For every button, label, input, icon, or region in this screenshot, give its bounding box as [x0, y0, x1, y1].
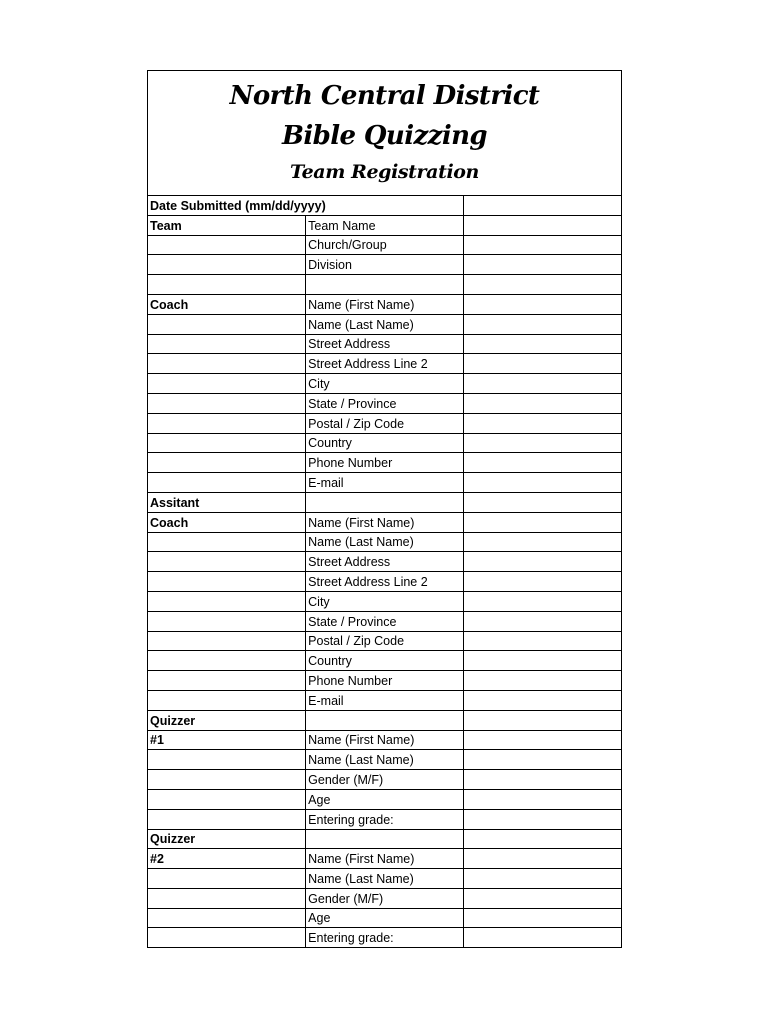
- field-label: Phone Number: [306, 671, 464, 691]
- field-value-cell[interactable]: [463, 730, 621, 750]
- form-row: [148, 354, 621, 374]
- spacer-cell: [463, 829, 621, 849]
- field-value-cell[interactable]: [463, 928, 621, 947]
- field-value-cell[interactable]: [463, 235, 621, 255]
- field-label: State / Province: [306, 393, 464, 413]
- field-label: Postal / Zip Code: [306, 631, 464, 651]
- field-value-cell[interactable]: [463, 215, 621, 235]
- section-label-empty: [148, 453, 306, 473]
- field-value-cell[interactable]: [463, 690, 621, 710]
- section-label-empty: [148, 393, 306, 413]
- field-label: Name (Last Name): [306, 869, 464, 889]
- field-value-cell[interactable]: [463, 591, 621, 611]
- field-value-cell[interactable]: [463, 393, 621, 413]
- field-value-cell[interactable]: [463, 572, 621, 592]
- field-value-cell[interactable]: [463, 651, 621, 671]
- field-label: Name (First Name): [306, 512, 464, 532]
- form-row: [148, 235, 621, 255]
- field-value-cell[interactable]: [463, 809, 621, 829]
- field-label: Name (First Name): [306, 730, 464, 750]
- form-row: [148, 690, 621, 710]
- form-row: [148, 255, 621, 275]
- field-label: Division: [306, 255, 464, 275]
- field-value-cell[interactable]: [463, 532, 621, 552]
- section-label-empty: [148, 908, 306, 928]
- field-value-cell[interactable]: [463, 374, 621, 394]
- section-label-line: Assitant: [148, 492, 306, 512]
- field-value-cell[interactable]: [463, 433, 621, 453]
- field-label: Country: [306, 433, 464, 453]
- section-label: #1: [148, 730, 306, 750]
- field-label: State / Province: [306, 611, 464, 631]
- field-label: City: [306, 591, 464, 611]
- field-label: Name (First Name): [306, 849, 464, 869]
- section-label-empty: [148, 572, 306, 592]
- section-label-empty: [148, 770, 306, 790]
- field-value-cell[interactable]: [463, 671, 621, 691]
- field-value-cell[interactable]: [463, 473, 621, 493]
- form-row: [148, 671, 621, 691]
- form-row: [148, 730, 621, 750]
- field-value-cell[interactable]: [463, 294, 621, 314]
- form-row: [148, 532, 621, 552]
- spacer-cell: [463, 275, 621, 295]
- section-label-empty: [148, 413, 306, 433]
- form-row: [148, 294, 621, 314]
- field-label: Name (Last Name): [306, 532, 464, 552]
- form-subtitle: Team Registration: [290, 161, 479, 183]
- form-row: [148, 611, 621, 631]
- field-label: City: [306, 374, 464, 394]
- section-label-empty: [148, 374, 306, 394]
- section-label-empty: [148, 809, 306, 829]
- field-label: Church/Group: [306, 235, 464, 255]
- field-value-cell[interactable]: [463, 789, 621, 809]
- section-label-empty: [148, 928, 306, 947]
- form-row: [148, 512, 621, 532]
- form-row: [148, 572, 621, 592]
- field-label: Entering grade:: [306, 928, 464, 947]
- field-value-cell[interactable]: [463, 314, 621, 334]
- form-row: [148, 928, 621, 947]
- date-submitted-label: Date Submitted (mm/dd/yyyy): [148, 196, 463, 215]
- field-label: Street Address Line 2: [306, 354, 464, 374]
- section-label-empty: [148, 314, 306, 334]
- date-submitted-field[interactable]: [463, 196, 621, 215]
- section-label-empty: [148, 671, 306, 691]
- spacer-cell: [463, 710, 621, 730]
- section-label-empty: [148, 869, 306, 889]
- section-label-empty: [148, 433, 306, 453]
- section-label-empty: [148, 255, 306, 275]
- form-row: [148, 809, 621, 829]
- form-row: [148, 789, 621, 809]
- registration-table: [148, 196, 621, 947]
- field-value-cell[interactable]: [463, 869, 621, 889]
- section-label: #2: [148, 849, 306, 869]
- form-row: [148, 314, 621, 334]
- field-label: E-mail: [306, 690, 464, 710]
- section-label: Team: [148, 215, 306, 235]
- section-label-empty: [148, 750, 306, 770]
- form-row: [148, 413, 621, 433]
- field-label: Street Address Line 2: [306, 572, 464, 592]
- field-value-cell[interactable]: [463, 631, 621, 651]
- section-label-empty: [148, 532, 306, 552]
- field-label: Name (Last Name): [306, 750, 464, 770]
- form-row: [148, 651, 621, 671]
- section-label-empty: [148, 235, 306, 255]
- section-label-line: [148, 275, 306, 295]
- field-label: Age: [306, 789, 464, 809]
- form-row: [148, 591, 621, 611]
- field-label: Age: [306, 908, 464, 928]
- section-lead-row: [148, 492, 621, 512]
- form-header: [148, 71, 621, 196]
- field-value-cell[interactable]: [463, 453, 621, 473]
- field-label: Postal / Zip Code: [306, 413, 464, 433]
- field-value-cell[interactable]: [463, 334, 621, 354]
- field-value-cell[interactable]: [463, 512, 621, 532]
- field-label: E-mail: [306, 473, 464, 493]
- form-row: [148, 849, 621, 869]
- section-label-line: Quizzer: [148, 710, 306, 730]
- form-row: [148, 631, 621, 651]
- field-label: Entering grade:: [306, 809, 464, 829]
- form-row: [148, 869, 621, 889]
- section-label-empty: [148, 789, 306, 809]
- form-row: [148, 334, 621, 354]
- field-label: Team Name: [306, 215, 464, 235]
- form-title-line2: Bible Quizzing: [281, 121, 488, 151]
- form-row: [148, 393, 621, 413]
- field-label: Street Address: [306, 334, 464, 354]
- section-label-empty: [148, 888, 306, 908]
- field-value-cell[interactable]: [463, 354, 621, 374]
- field-label: Name (First Name): [306, 294, 464, 314]
- spacer-cell: [306, 275, 464, 295]
- field-label: Street Address: [306, 552, 464, 572]
- field-value-cell[interactable]: [463, 908, 621, 928]
- field-value-cell[interactable]: [463, 770, 621, 790]
- field-value-cell[interactable]: [463, 552, 621, 572]
- section-lead-row: [148, 275, 621, 295]
- form-row: [148, 552, 621, 572]
- spacer-cell: [463, 492, 621, 512]
- date-submitted-row: [148, 196, 621, 215]
- form-row: [148, 374, 621, 394]
- field-label: Gender (M/F): [306, 770, 464, 790]
- registration-form: [147, 70, 622, 948]
- field-value-cell[interactable]: [463, 413, 621, 433]
- section-label-empty: [148, 552, 306, 572]
- form-row: [148, 215, 621, 235]
- form-row: [148, 750, 621, 770]
- section-lead-row: [148, 710, 621, 730]
- field-label: Phone Number: [306, 453, 464, 473]
- form-row: [148, 770, 621, 790]
- section-label-empty: [148, 690, 306, 710]
- field-value-cell[interactable]: [463, 750, 621, 770]
- section-lead-row: [148, 829, 621, 849]
- form-title-line1: North Central District: [229, 81, 540, 111]
- section-label: Coach: [148, 294, 306, 314]
- spacer-cell: [306, 710, 464, 730]
- field-value-cell[interactable]: [463, 849, 621, 869]
- field-value-cell[interactable]: [463, 611, 621, 631]
- spacer-cell: [306, 829, 464, 849]
- field-value-cell[interactable]: [463, 888, 621, 908]
- spacer-cell: [306, 492, 464, 512]
- section-label: Coach: [148, 512, 306, 532]
- section-label-empty: [148, 631, 306, 651]
- section-label-line: Quizzer: [148, 829, 306, 849]
- field-label: Name (Last Name): [306, 314, 464, 334]
- section-label-empty: [148, 651, 306, 671]
- form-row: [148, 433, 621, 453]
- field-label: Country: [306, 651, 464, 671]
- form-row: [148, 888, 621, 908]
- section-label-empty: [148, 473, 306, 493]
- form-row: [148, 908, 621, 928]
- section-label-empty: [148, 354, 306, 374]
- section-label-empty: [148, 334, 306, 354]
- section-label-empty: [148, 611, 306, 631]
- form-row: [148, 453, 621, 473]
- form-row: [148, 473, 621, 493]
- field-value-cell[interactable]: [463, 255, 621, 275]
- section-label-empty: [148, 591, 306, 611]
- field-label: Gender (M/F): [306, 888, 464, 908]
